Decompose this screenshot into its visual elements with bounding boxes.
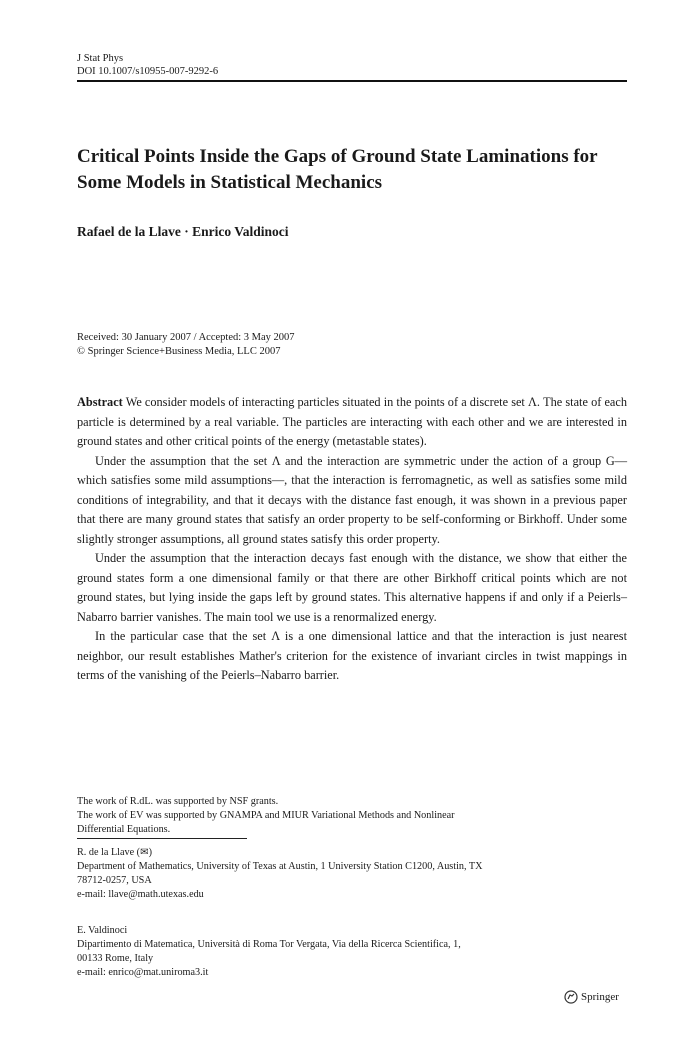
affiliation-name: E. Valdinoci	[77, 925, 128, 936]
publisher-name: Springer	[581, 991, 619, 1003]
affiliation-1	[77, 846, 627, 902]
abstract-paragraph-1	[77, 393, 627, 452]
abstract-paragraph-4: In the particular case that the set Λ is a one dimensional lattice and that the interaction is just nearest neighbor, our result establishes Mather's criterion for the existence of invariant circles in twist mappings in terms of the vanishing of the Peierls–Nabarro barrier.	[77, 629, 627, 682]
doi: DOI 10.1007/s10955-007-9292-6	[77, 66, 219, 77]
publication-dates	[77, 331, 295, 359]
affiliation-name: R. de la Llave (✉)	[77, 847, 153, 858]
header-rule	[77, 80, 627, 82]
springer-horse-icon	[564, 990, 578, 1004]
abstract-paragraph-3: Under the assumption that the interaction decays fast enough with the distance, we show that either the ground states form a one dimensional family or that there are other Birkhoff critical points which are not ground states, but lying inside the gaps left by ground states. This alternative happens if and only if a Peierls–Nabarro barrier vanishes. The main tool we use is a renormalized energy.	[77, 551, 627, 624]
paper-title: Critical Points Inside the Gaps of Ground State Laminations for Some Models in Statistical Mechanics	[77, 146, 598, 193]
affiliation-address-2: 00133 Rome, Italy	[77, 953, 154, 964]
abstract-text-1: We consider models of interacting particles situated in the points of a discrete set Λ. The state of each particle is determined by a real variable. The particles are interacting with each other and we are interested in ground states and other critical points of the energy (metastable states).	[77, 395, 627, 448]
received-accepted-dates: Received: 30 January 2007 / Accepted: 3 May 2007	[77, 332, 295, 343]
affiliation-email: e-mail: enrico@mat.uniroma3.it	[77, 967, 209, 978]
affiliation-address: Dipartimento di Matematica, Università di Roma Tor Vergata, Via della Ricerca Scientifica, 1,	[77, 939, 461, 950]
funding-line-3: Differential Equations.	[77, 824, 171, 835]
author-list: Rafael de la Llave · Enrico Valdinoci	[77, 224, 289, 239]
affiliation-email: e-mail: llave@math.utexas.edu	[77, 889, 204, 900]
affiliation-2	[77, 924, 627, 980]
abstract-label: Abstract	[77, 395, 123, 409]
publisher-logo	[564, 990, 619, 1004]
abstract	[77, 393, 627, 686]
journal-name: J Stat Phys	[77, 53, 124, 64]
funding-line-1: The work of R.dL. was supported by NSF grants.	[77, 796, 279, 807]
affiliation-address-2: 78712-0257, USA	[77, 875, 152, 886]
footnote-rule	[77, 838, 247, 839]
funding-note	[77, 795, 627, 837]
funding-line-2: The work of EV was supported by GNAMPA and MIUR Variational Methods and Nonlinear	[77, 810, 455, 821]
copyright-line: © Springer Science+Business Media, LLC 2007	[77, 346, 281, 357]
abstract-paragraph-2: Under the assumption that the set Λ and the interaction are symmetric under the action of a group G—which satisfies some mild assumptions—, that the interaction is ferromagnetic, as well as satisfies some mild conditions of integrability, and that it decays with the distance fast enough, it was shown in a previous paper that there are many ground states that satisfy an order property to be self-conforming or Birkhoff. Under some slightly stronger assumptions, all ground states satisfy this order property.	[77, 453, 627, 546]
affiliation-address: Department of Mathematics, University of Texas at Austin, 1 University Station C1200, Austin, TX	[77, 861, 483, 872]
running-header	[77, 52, 218, 78]
